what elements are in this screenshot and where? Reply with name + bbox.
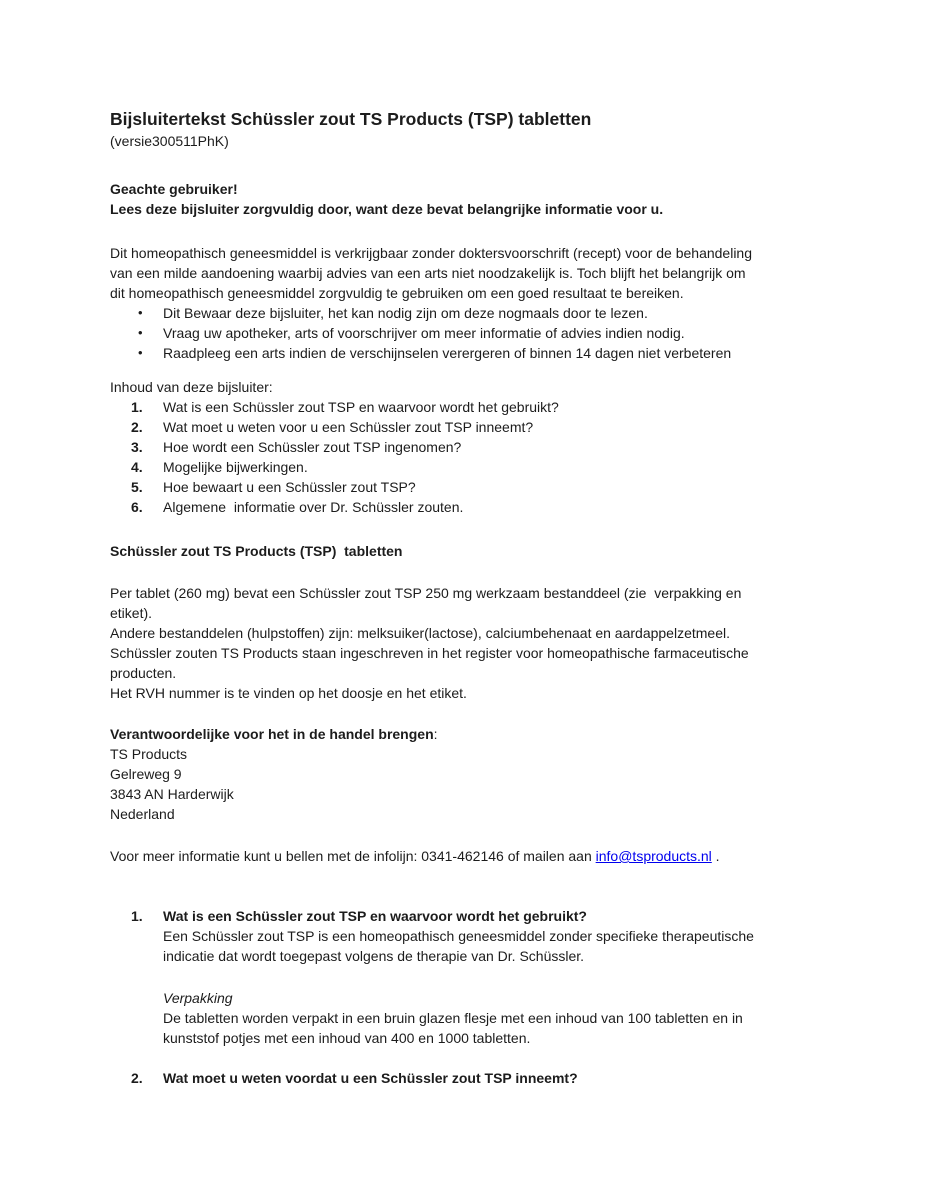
- intro-line: van een milde aandoening waarbij advies van een arts niet noodzakelijk is. Toch blijft het belangrijk om: [110, 265, 746, 281]
- packaging-body-line: De tabletten worden verpakt in een bruin glazen flesje met een inhoud van 100 tabletten en in: [163, 1010, 743, 1026]
- marketing-authorisation-block: [110, 724, 827, 824]
- toc-item-label: Hoe bewaart u een Schüssler zout TSP?: [163, 479, 416, 495]
- bullet-item: [110, 343, 827, 363]
- contact-suffix: .: [711, 848, 720, 864]
- composition-line: Het RVH nummer is te vinden op het doosje en het etiket.: [110, 685, 467, 701]
- packaging-body-line: kunststof potjes met een inhoud van 400 en 1000 tabletten.: [163, 1030, 531, 1046]
- toc-item-label: Mogelijke bijwerkingen.: [163, 459, 308, 475]
- section-body-line: indicatie dat wordt toegepast volgens de therapie van Dr. Schüssler.: [163, 948, 585, 964]
- toc-item-number: 6.: [131, 499, 143, 515]
- composition-line: Schüssler zouten TS Products staan ingeschreven in het register voor homeopathische farmaceutische: [110, 645, 749, 661]
- packaging-subheading: Verpakking: [163, 990, 233, 1006]
- address-line: 3843 AN Harderwijk: [110, 786, 234, 802]
- intro-line: dit homeopathisch geneesmiddel zorgvuldig te gebruiken om een goed resultaat te bereiken.: [110, 285, 684, 301]
- composition-line: Per tablet (260 mg) bevat een Schüssler zout TSP 250 mg werkzaam bestanddeel (zie verpakking en: [110, 585, 742, 601]
- marketing-heading: [110, 724, 827, 744]
- bullet-item: [110, 323, 827, 343]
- toc-item-number: 4.: [131, 459, 143, 475]
- address-line: Nederland: [110, 806, 175, 822]
- toc-item: [110, 437, 827, 457]
- section-number: 2.: [131, 1070, 143, 1086]
- toc-item: [110, 397, 827, 417]
- intro-paragraph: [110, 243, 827, 303]
- section-1: [110, 906, 827, 966]
- section-1-heading-row: [110, 906, 827, 926]
- composition-line: producten.: [110, 665, 177, 681]
- toc-item-label: Hoe wordt een Schüssler zout TSP ingenomen?: [163, 439, 462, 455]
- toc-heading: Inhoud van deze bijsluiter:: [110, 379, 273, 395]
- section-heading: Wat is een Schüssler zout TSP en waarvoor wordt het gebruikt?: [163, 908, 587, 924]
- composition-line: etiket).: [110, 605, 153, 621]
- bullet-icon: •: [138, 325, 143, 340]
- intro-bullet-list: [110, 303, 827, 363]
- marketing-heading-text: Verantwoordelijke voor het in de handel brengen: [110, 726, 434, 742]
- section-2: [110, 1068, 827, 1088]
- contact-prefix: Voor meer informatie kunt u bellen met de infolijn: 0341-462146 of mailen aan: [110, 848, 596, 864]
- greeting-line: Geachte gebruiker!: [110, 181, 238, 197]
- toc-item-label: Algemene informatie over Dr. Schüssler zouten.: [163, 499, 464, 515]
- toc-item-label: Wat moet u weten voor u een Schüssler zout TSP inneemt?: [163, 419, 534, 435]
- bullet-icon: •: [138, 345, 143, 360]
- toc-item-number: 3.: [131, 439, 143, 455]
- toc-item: [110, 477, 827, 497]
- composition-paragraph: [110, 583, 827, 703]
- toc-item: [110, 417, 827, 437]
- address-line: TS Products: [110, 746, 188, 762]
- intro-line: Dit homeopathisch geneesmiddel is verkrijgbaar zonder doktersvoorschrift (recept) voor de behandeling: [110, 245, 753, 261]
- greeting-block: [110, 179, 827, 219]
- toc-item-number: 1.: [131, 399, 143, 415]
- bullet-icon: •: [138, 305, 143, 320]
- section-heading: Wat moet u weten voordat u een Schüssler zout TSP inneemt?: [163, 1070, 578, 1086]
- bullet-text: Dit Bewaar deze bijsluiter, het kan nodig zijn om deze nogmaals door te lezen.: [163, 305, 648, 321]
- section-number: 1.: [131, 908, 143, 924]
- table-of-contents: [110, 377, 827, 517]
- version-line: (versie300511PhK): [110, 133, 229, 149]
- document-title: Bijsluitertekst Schüssler zout TS Products (TSP) tabletten: [110, 109, 592, 129]
- toc-item-number: 2.: [131, 419, 143, 435]
- toc-item: [110, 497, 827, 517]
- toc-item-label: Wat is een Schüssler zout TSP en waarvoor wordt het gebruikt?: [163, 399, 559, 415]
- contact-line: [110, 846, 827, 866]
- marketing-heading-colon: :: [433, 726, 438, 742]
- bullet-text: Vraag uw apotheker, arts of voorschrijver om meer informatie of advies indien nodig.: [163, 325, 685, 341]
- greeting-line: Lees deze bijsluiter zorgvuldig door, want deze bevat belangrijke informatie voor u.: [110, 201, 664, 217]
- bullet-text: Raadpleeg een arts indien de verschijnselen verergeren of binnen 14 dagen niet verbeteren: [163, 345, 732, 361]
- toc-item-number: 5.: [131, 479, 143, 495]
- address-line: Gelreweg 9: [110, 766, 182, 782]
- email-link[interactable]: info@tsproducts.nl: [595, 848, 712, 864]
- toc-item: [110, 457, 827, 477]
- section-body-line: Een Schüssler zout TSP is een homeopathisch geneesmiddel zonder specifieke therapeutische: [163, 928, 754, 944]
- product-heading: Schüssler zout TS Products (TSP) tabletten: [110, 543, 403, 559]
- composition-line: Andere bestanddelen (hulpstoffen) zijn: melksuiker(lactose), calciumbehenaat en aardappelzetmeel.: [110, 625, 730, 641]
- bullet-item: [110, 303, 827, 323]
